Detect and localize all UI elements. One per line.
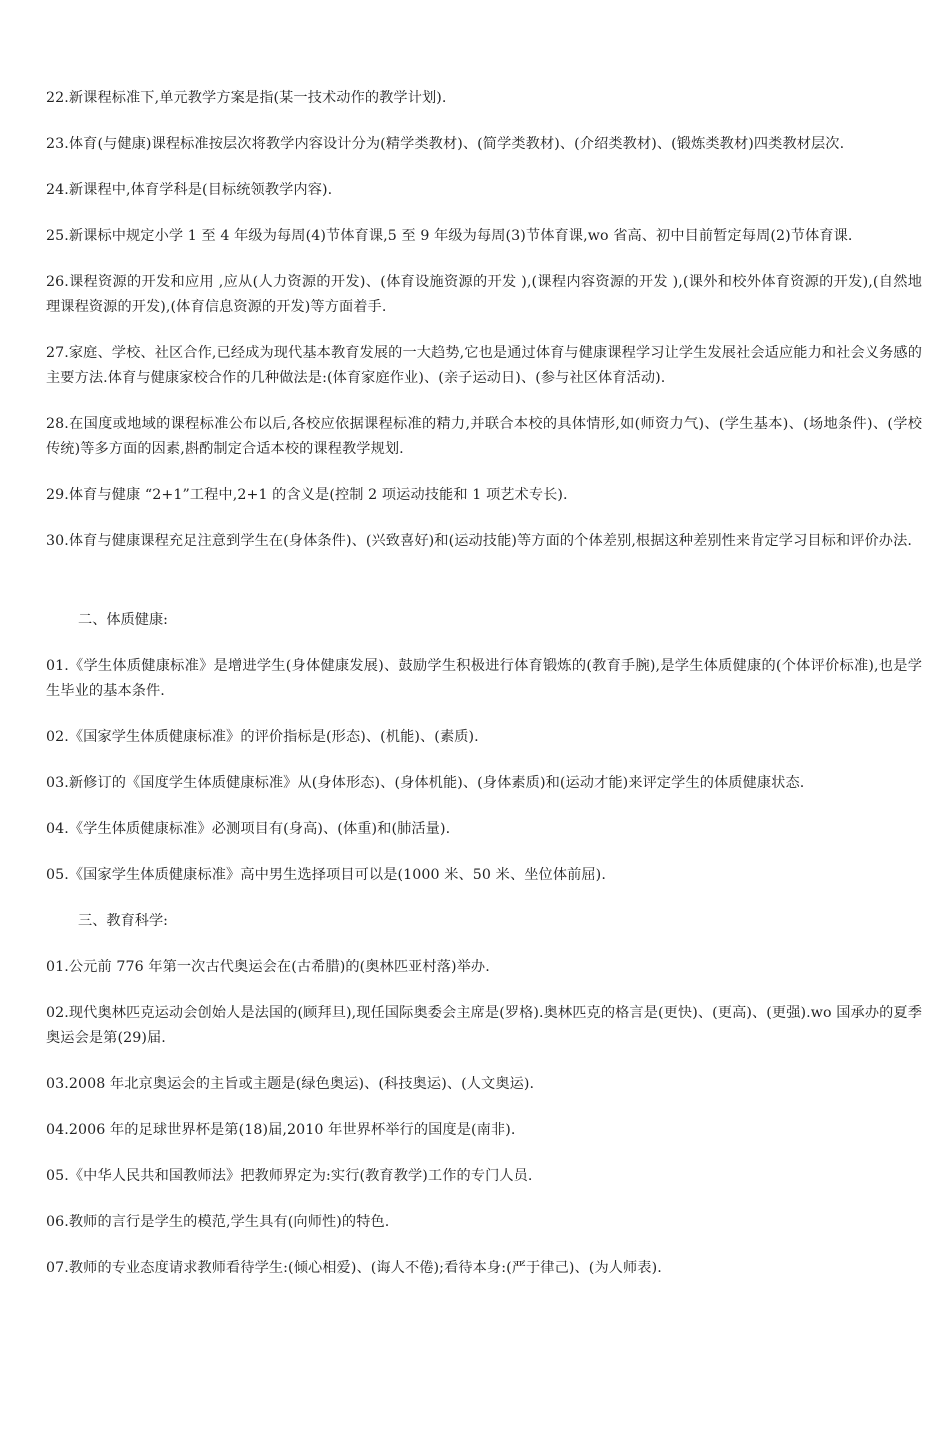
education-item-03: 03.2008 年北京奥运会的主旨或主题是(绿色奥运)、(科技奥运)、(人文奥运).: [46, 1076, 535, 1092]
section-heading-physical-health: 二、体质健康:: [78, 612, 168, 628]
education-item-07: 07.教师的专业态度请求教师看待学生:(倾心相爱)、(诲人不倦);看待本身:(严于律己)、(为人师表).: [46, 1260, 662, 1276]
question-24: 24.新课程中,体育学科是(目标统领教学内容).: [46, 182, 333, 198]
health-item-05: 05.《国家学生体质健康标准》高中男生选择项目可以是(1000 米、50 米、坐位体前屈).: [46, 867, 606, 883]
education-item-02: 02.现代奥林匹克运动会创始人是法国的(顾拜旦),现任国际奥委会主席是(罗格).奥林匹克的格言是(更快)、(更高)、(更强).wo 国承办的夏季奥运会是第(29)届.: [46, 1005, 922, 1046]
education-item-04: 04.2006 年的足球世界杯是第(18)届,2010 年世界杯举行的国度是(南非).: [46, 1122, 516, 1138]
question-29: 29.体育与健康 “2+1”工程中,2+1 的含义是(控制 2 项运动技能和 1 项艺术专长).: [46, 487, 568, 503]
section-heading-education-science: 三、教育科学:: [78, 913, 168, 929]
question-25: 25.新课标中规定小学 1 至 4 年级为每周(4)节体育课,5 至 9 年级为每周(3)节体育课,wo 省高、初中目前暂定每周(2)节体育课.: [46, 228, 853, 244]
health-item-03: 03.新修订的《国度学生体质健康标准》从(身体形态)、(身体机能)、(身体素质)和(运动才能)来评定学生的体质健康状态.: [46, 775, 805, 791]
education-item-05: 05.《中华人民共和国教师法》把教师界定为:实行(教育教学)工作的专门人员.: [46, 1168, 533, 1184]
question-27: 27.家庭、学校、社区合作,已经成为现代基本教育发展的一大趋势,它也是通过体育与健康课程学习让学生发展社会适应能力和社会义务感的主要方法.体育与健康家校合作的几种做法是:(体育家庭作业)、(亲子运动日)、(参与社区体育活动).: [46, 345, 922, 386]
education-item-01: 01.公元前 776 年第一次古代奥运会在(古希腊)的(奥林匹亚村落)举办.: [46, 959, 490, 975]
question-28: 28.在国度或地域的课程标准公布以后,各校应依据课程标准的精力,并联合本校的具体情形,如(师资力气)、(学生基本)、(场地条件)、(学校传统)等多方面的因素,斟酌制定合适本校的课程教学规划.: [46, 416, 922, 457]
health-item-04: 04.《学生体质健康标准》必测项目有(身高)、(体重)和(肺活量).: [46, 821, 451, 837]
question-26: 26.课程资源的开发和应用 ,应从(人力资源的开发)、(体育设施资源的开发 ),(课程内容资源的开发 ),(课外和校外体育资源的开发),(自然地理课程资源的开发),(体育信息资源的开发)等方面着手.: [46, 274, 922, 315]
question-22: 22.新课程标准下,单元教学方案是指(某一技术动作的教学计划).: [46, 90, 447, 106]
education-item-06: 06.教师的言行是学生的模范,学生具有(向师性)的特色.: [46, 1214, 390, 1230]
question-23: 23.体育(与健康)课程标准按层次将教学内容设计分为(精学类教材)、(简学类教材)、(介绍类教材)、(锻炼类教材)四类教材层次.: [46, 136, 845, 152]
question-30: 30.体育与健康课程充足注意到学生在(身体条件)、(兴致喜好)和(运动技能)等方面的个体差别,根据这种差别性来肯定学习目标和评价办法.: [46, 533, 912, 549]
document-page: [46, 86, 922, 1302]
health-item-02: 02.《国家学生体质健康标准》的评价指标是(形态)、(机能)、(素质).: [46, 729, 479, 745]
health-item-01: 01.《学生体质健康标准》是增进学生(身体健康发展)、鼓励学生积极进行体育锻炼的(教育手腕),是学生体质健康的(个体评价标准),也是学生毕业的基本条件.: [46, 658, 922, 699]
